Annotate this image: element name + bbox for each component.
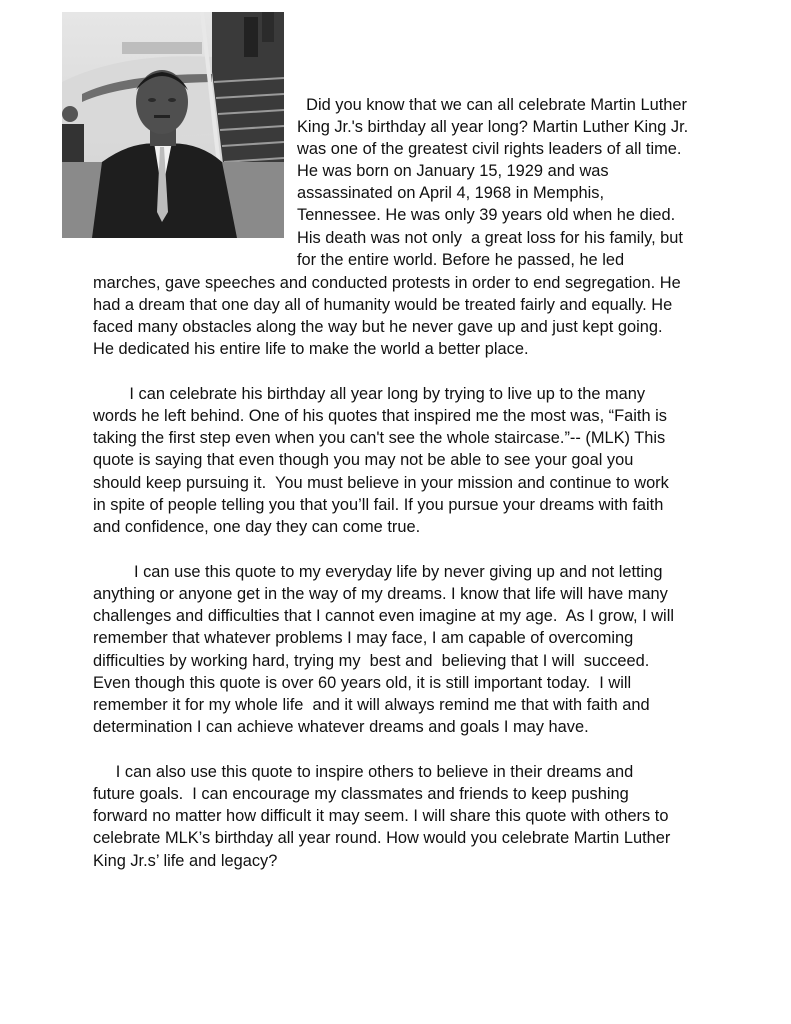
text-line: quote is saying that even though you may not be able to see your goal you <box>93 451 634 469</box>
text-line: Even though this quote is over 60 years old, it is still important today. I will <box>93 674 632 692</box>
text-line: challenges and difficulties that I cannot even imagine at my age. As I grow, I will <box>93 607 674 625</box>
text-line: I can celebrate his birthday all year long by trying to live up to the many <box>93 385 646 403</box>
text-line: for the entire world. Before he passed, he led <box>297 251 625 269</box>
text-line: forward no matter how difficult it may seem. I will share this quote with others to <box>93 807 669 825</box>
text-line: marches, gave speeches and conducted protests in order to end segregation. He <box>93 274 681 292</box>
text-line: and confidence, one day they can come true. <box>93 518 421 536</box>
text-line: was one of the greatest civil rights leaders of all time. <box>297 140 682 158</box>
text-line: King Jr.s’ life and legacy? <box>93 852 278 870</box>
text-line: Tennessee. He was only 39 years old when he died. <box>297 206 676 224</box>
text-line: celebrate MLK’s birthday all year round. How would you celebrate Martin Luther <box>93 829 671 847</box>
text-line: His death was not only a great loss for his family, but <box>297 229 683 247</box>
text-line: anything or anyone get in the way of my dreams. I know that life will have many <box>93 585 668 603</box>
text-line: remember that whatever problems I may face, I am capable of overcoming <box>93 629 634 647</box>
text-line: should keep pursuing it. You must believe in your mission and continue to work <box>93 474 669 492</box>
portrait-photo <box>62 12 284 238</box>
text-line: He dedicated his entire life to make the world a better place. <box>93 340 529 358</box>
text-line: He was born on January 15, 1929 and was <box>297 162 609 180</box>
text-line: determination I can achieve whatever dreams and goals I may have. <box>93 718 589 736</box>
portrait-photo-icon <box>62 12 284 238</box>
text-line: I can use this quote to my everyday life by never giving up and not letting <box>93 563 663 581</box>
text-line: I can also use this quote to inspire others to believe in their dreams and <box>93 763 634 781</box>
text-line: faced many obstacles along the way but he never gave up and just kept going. <box>93 318 663 336</box>
text-line: difficulties by working hard, trying my best and believing that I will succeed. <box>93 652 650 670</box>
text-line: taking the first step even when you can't see the whole staircase.”-- (MLK) This <box>93 429 666 447</box>
text-line: words he left behind. One of his quotes that inspired me the most was, “Faith is <box>93 407 667 425</box>
text-line: King Jr.'s birthday all year long? Martin Luther King Jr. <box>297 118 689 136</box>
text-line: had a dream that one day all of humanity would be treated fairly and equally. He <box>93 296 673 314</box>
text-line: future goals. I can encourage my classmates and friends to keep pushing <box>93 785 629 803</box>
text-line: in spite of people telling you that you’ll fail. If you pursue your dreams with faith <box>93 496 664 514</box>
text-line: Did you know that we can all celebrate Martin Luther <box>297 96 687 114</box>
text-line: assassinated on April 4, 1968 in Memphis, <box>297 184 605 202</box>
text-line: remember it for my whole life and it will always remind me that with faith and <box>93 696 650 714</box>
